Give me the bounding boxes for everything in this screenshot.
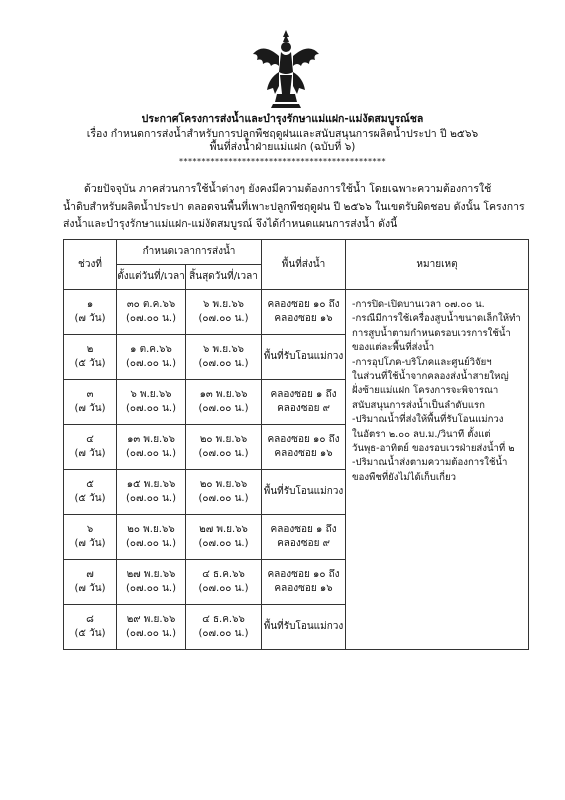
- remark-line: ของแต่ละพื้นที่ส่งน้ำ: [352, 342, 435, 354]
- end-cell: ๒๐ พ.ย.๖๖ (๐๗.๐๐ น.): [186, 425, 262, 470]
- remark-line: ฝั่งซ้ายแม่แฝก โครงการจะพิจารณา: [352, 385, 499, 397]
- area-line: พื้นที่ส่งน้ำฝ่ายแม่แฝก (ฉบับที่ ๖): [209, 141, 356, 153]
- intro-line-2: น้ำดิบสำหรับผลิตน้ำประปา ตลอดจนพื้นที่เพาะปลูกพืชฤดูฝน ปี ๒๕๖๖ ในเขตรับผิดชอบ ดังนั้น โครงการ: [63, 201, 525, 213]
- remark-line: ในส่วนที่ใช้น้ำจากคลองส่งน้ำสายใหญ่: [352, 371, 509, 383]
- remark-line: วันพุธ-อาทิตย์ ของรอบเวรฝ่ายส่งน้ำที่ ๒: [352, 443, 515, 455]
- end-cell: ๔ ธ.ค.๖๖ (๐๗.๐๐ น.): [186, 560, 262, 605]
- period-cell: ๖ (๗ วัน): [64, 515, 117, 560]
- intro-line-1: ด้วยปัจจุบัน ภาคส่วนการใช้น้ำต่างๆ ยังคงมีความต้องการใช้น้ำ โดยเฉพาะความต้องการใช้: [84, 183, 492, 195]
- announcement-subject: เรื่อง กำหนดการส่งน้ำสำหรับการปลูกพืชฤดูฝนและสนับสนุนการผลิตน้ำประปา ปี ๒๕๖๖: [86, 128, 479, 140]
- area-cell: คลองซอย ๑๐ ถึง คลองซอย ๑๖: [262, 290, 346, 335]
- remark-line: การสูบน้ำตามกำหนดรอบเวรการใช้น้ำ: [352, 327, 511, 339]
- remark-line: ของพืชที่ยังไม่ได้เก็บเกี่ยว: [352, 471, 456, 483]
- separator: **********************************************: [179, 157, 386, 166]
- header-end: สิ้นสุดวันที่/เวลา: [186, 265, 262, 290]
- period-cell: ๔ (๗ วัน): [64, 425, 117, 470]
- end-cell: ๒๐ พ.ย.๖๖ (๐๗.๐๐ น.): [186, 470, 262, 515]
- area-cell: พื้นที่รับโอนแม่กวง: [262, 605, 346, 650]
- remark-line: -ปริมาณน้ำที่ส่งให้พื้นที่รับโอนแม่กวง: [352, 414, 504, 426]
- remark-line: ในอัตรา ๒.๐๐ ลบ.ม./วินาที ตั้งแต่: [352, 428, 491, 440]
- end-cell: ๔ ธ.ค.๖๖ (๐๗.๐๐ น.): [186, 605, 262, 650]
- period-cell: ๒ (๕ วัน): [64, 335, 117, 380]
- start-cell: ๑๕ พ.ย.๖๖ (๐๗.๐๐ น.): [117, 470, 186, 515]
- period-cell: ๓ (๗ วัน): [64, 380, 117, 425]
- remark-line: -กรณีมีการใช้เครื่องสูบน้ำขนาดเล็กให้ทำ: [352, 313, 521, 325]
- start-cell: ๓๐ ต.ค.๖๖ (๐๗.๐๐ น.): [117, 290, 186, 335]
- end-cell: ๖ พ.ย.๖๖ (๐๗.๐๐ น.): [186, 290, 262, 335]
- area-cell: คลองซอย ๑ ถึง คลองซอย ๙: [262, 515, 346, 560]
- remark-line: -การอุปโภค-บริโภคและศูนย์วิจัยฯ: [352, 356, 492, 368]
- header-remarks: หมายเหตุ: [346, 240, 529, 290]
- end-cell: ๒๗ พ.ย.๖๖ (๐๗.๐๐ น.): [186, 515, 262, 560]
- area-cell: พื้นที่รับโอนแม่กวง: [262, 470, 346, 515]
- remark-line: -การปิด-เปิดบานเวลา ๐๗.๐๐ น.: [352, 299, 485, 310]
- announcement-title: ประกาศโครงการส่งน้ำและบำรุงรักษาแม่แฝก-แม่งัดสมบูรณ์ชล: [141, 113, 424, 125]
- remark-line: สนับสนุนการส่งน้ำเป็นลำดับแรก: [352, 399, 485, 411]
- table-row: [64, 290, 529, 335]
- period-cell: ๗ (๗ วัน): [64, 560, 117, 605]
- start-cell: ๒๙ พ.ย.๖๖ (๐๗.๐๐ น.): [117, 605, 186, 650]
- remarks-cell: [346, 290, 529, 650]
- start-cell: ๒๐ พ.ย.๖๖ (๐๗.๐๐ น.): [117, 515, 186, 560]
- header-schedule: กำหนดเวลาการส่งน้ำ: [117, 240, 262, 265]
- area-cell: พื้นที่รับโอนแม่กวง: [262, 335, 346, 380]
- end-cell: ๑๓ พ.ย.๖๖ (๐๗.๐๐ น.): [186, 380, 262, 425]
- end-cell: ๖ พ.ย.๖๖ (๐๗.๐๐ น.): [186, 335, 262, 380]
- header-area: พื้นที่ส่งน้ำ: [262, 240, 346, 290]
- start-cell: ๖ พ.ย.๖๖ (๐๗.๐๐ น.): [117, 380, 186, 425]
- period-cell: ๕ (๕ วัน): [64, 470, 117, 515]
- period-cell: ๘ (๕ วัน): [64, 605, 117, 650]
- header-start: ตั้งแต่วันที่/เวลา: [117, 265, 186, 290]
- period-cell: ๑ (๗ วัน): [64, 290, 117, 335]
- start-cell: ๑ ต.ค.๖๖ (๐๗.๐๐ น.): [117, 335, 186, 380]
- area-cell: คลองซอย ๑๐ ถึง คลองซอย ๑๖: [262, 560, 346, 605]
- intro-line-3: ส่งน้ำและบำรุงรักษาแม่แฝก-แม่งัดสมบูรณ์ จึงได้กำหนดแผนการส่งน้ำ ดังนี้: [63, 218, 398, 230]
- header-period: ช่วงที่: [64, 240, 117, 290]
- start-cell: ๑๓ พ.ย.๖๖ (๐๗.๐๐ น.): [117, 425, 186, 470]
- start-cell: ๒๗ พ.ย.๖๖ (๐๗.๐๐ น.): [117, 560, 186, 605]
- garuda-emblem-icon: [249, 28, 323, 110]
- remark-line: -ปริมาณน้ำส่งตามความต้องการใช้น้ำ: [352, 457, 508, 469]
- area-cell: คลองซอย ๑ ถึง คลองซอย ๙: [262, 380, 346, 425]
- water-schedule-table: [63, 239, 529, 650]
- area-cell: คลองซอย ๑๐ ถึง คลองซอย ๑๖: [262, 425, 346, 470]
